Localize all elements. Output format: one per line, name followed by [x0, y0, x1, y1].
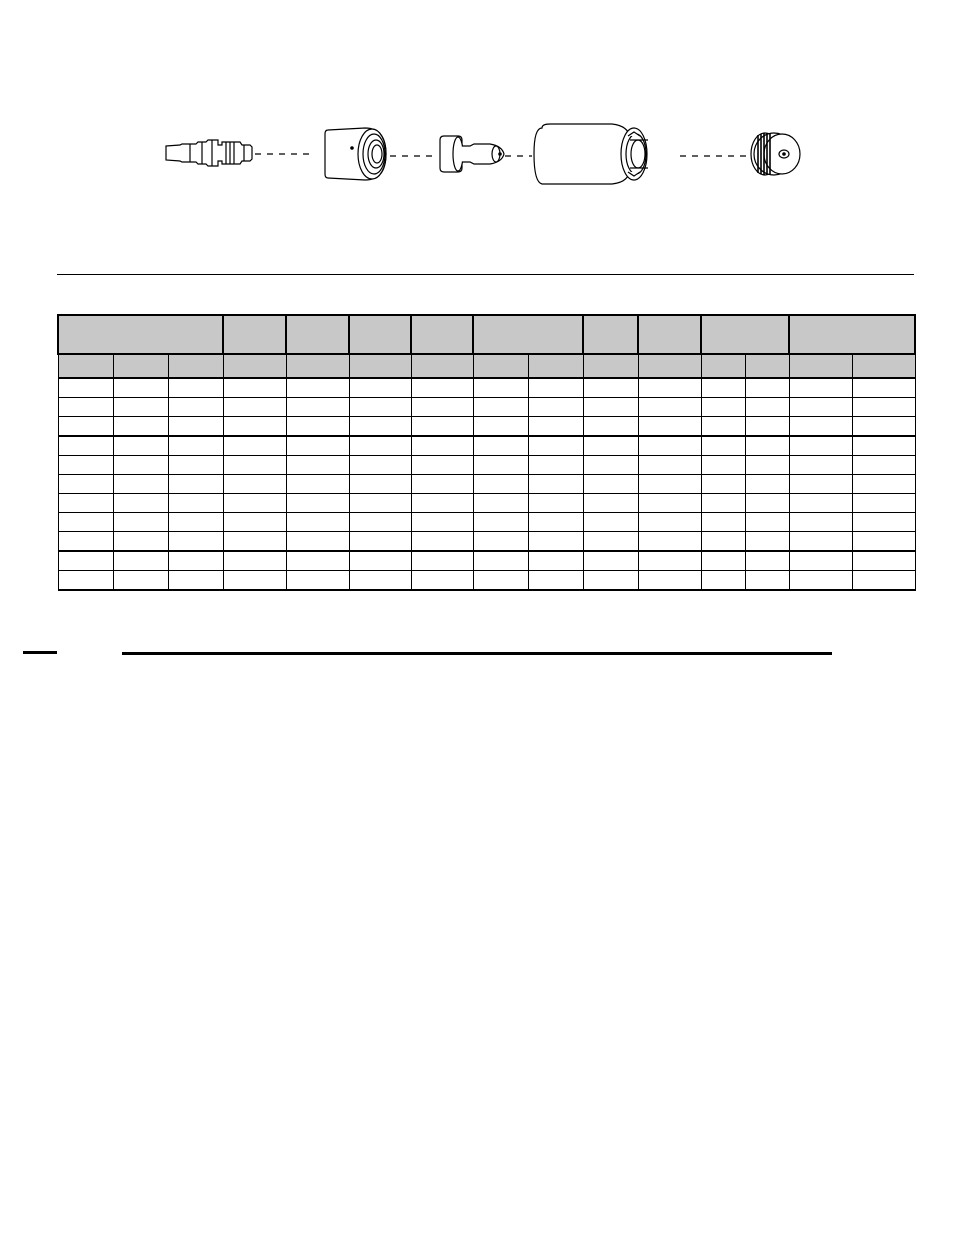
table-cell: [789, 436, 852, 456]
table-cell: [745, 571, 789, 591]
table-cell: [473, 532, 528, 552]
table-cell: [349, 494, 411, 513]
table-cell: [411, 532, 473, 552]
table-group-header: [58, 315, 915, 354]
table-cell: [223, 475, 286, 494]
table-cell: [583, 551, 638, 571]
table-cell: [701, 436, 745, 456]
table-cell: [528, 417, 583, 437]
table-cell: [473, 494, 528, 513]
table-cell: [701, 551, 745, 571]
group-header-cell: [583, 315, 638, 354]
table-cell: [789, 551, 852, 571]
table-row: [58, 456, 915, 475]
table-cell: [349, 456, 411, 475]
group-header-cell: [411, 315, 473, 354]
sub-header-cell: [852, 354, 915, 378]
group-header-cell: [349, 315, 411, 354]
table-cell: [58, 532, 113, 552]
sub-header-cell: [113, 354, 168, 378]
table-cell: [701, 513, 745, 532]
table-cell: [473, 475, 528, 494]
table-cell: [852, 513, 915, 532]
table-cell: [789, 378, 852, 398]
retaining-cap-icon: [534, 124, 648, 184]
table-cell: [286, 513, 349, 532]
table-cell: [745, 494, 789, 513]
table-row: [58, 532, 915, 552]
nozzle-icon: [440, 136, 504, 172]
group-header-cell: [286, 315, 349, 354]
table-cell: [638, 417, 701, 437]
table-cell: [168, 398, 223, 417]
electrode-icon: [166, 140, 252, 166]
table-cell: [583, 494, 638, 513]
sub-header-cell: [411, 354, 473, 378]
table-row: [58, 417, 915, 437]
table-cell: [58, 417, 113, 437]
table-cell: [789, 398, 852, 417]
table-cell: [745, 456, 789, 475]
table-cell: [113, 456, 168, 475]
table-row: [58, 398, 915, 417]
table-cell: [701, 475, 745, 494]
table-cell: [473, 513, 528, 532]
table-cell: [745, 398, 789, 417]
table-cell: [583, 378, 638, 398]
table-cell: [411, 456, 473, 475]
table-cell: [223, 436, 286, 456]
table-cell: [411, 571, 473, 591]
swirl-ring-icon: [325, 128, 386, 180]
table-cell: [638, 378, 701, 398]
table-cell: [411, 436, 473, 456]
sub-header-cell: [58, 354, 113, 378]
table-row: [58, 378, 915, 398]
table-cell: [528, 513, 583, 532]
table-cell: [528, 456, 583, 475]
table-cell: [286, 475, 349, 494]
sub-header-cell: [789, 354, 852, 378]
sub-header-cell: [168, 354, 223, 378]
table-cell: [411, 417, 473, 437]
sub-header-cell: [223, 354, 286, 378]
table-cell: [168, 494, 223, 513]
sub-header-cell: [286, 354, 349, 378]
table-cell: [528, 378, 583, 398]
table-cell: [528, 532, 583, 552]
table-cell: [58, 475, 113, 494]
table-row: [58, 551, 915, 571]
table-cell: [852, 475, 915, 494]
table-cell: [168, 571, 223, 591]
table-cell: [113, 513, 168, 532]
table-cell: [223, 513, 286, 532]
table-cell: [113, 571, 168, 591]
group-header-cell: [223, 315, 286, 354]
table-cell: [638, 513, 701, 532]
table-cell: [168, 436, 223, 456]
table-cell: [286, 378, 349, 398]
section-heading-number: [23, 651, 57, 654]
table-cell: [473, 417, 528, 437]
table-cell: [528, 571, 583, 591]
table-cell: [223, 571, 286, 591]
table-cell: [852, 436, 915, 456]
table-cell: [349, 436, 411, 456]
table-cell: [113, 551, 168, 571]
table-row: [58, 494, 915, 513]
table-cell: [583, 513, 638, 532]
sub-header-cell: [701, 354, 745, 378]
table-cell: [528, 494, 583, 513]
table-cell: [58, 398, 113, 417]
table-cell: [349, 398, 411, 417]
table-cell: [473, 571, 528, 591]
table-cell: [789, 571, 852, 591]
table-cell: [701, 532, 745, 552]
table-cell: [168, 475, 223, 494]
group-header-cell: [701, 315, 789, 354]
table-cell: [701, 378, 745, 398]
table-cell: [168, 532, 223, 552]
table-cell: [286, 456, 349, 475]
table-cell: [701, 398, 745, 417]
table-cell: [411, 398, 473, 417]
group-header-cell: [638, 315, 701, 354]
table-row: [58, 475, 915, 494]
table-cell: [223, 378, 286, 398]
table-cell: [638, 456, 701, 475]
table-row: [58, 436, 915, 456]
table-cell: [789, 532, 852, 552]
table-cell: [745, 378, 789, 398]
consumables-diagram: [160, 118, 810, 194]
table-cell: [349, 532, 411, 552]
table-cell: [286, 417, 349, 437]
table-cell: [583, 456, 638, 475]
table-cell: [473, 436, 528, 456]
table-cell: [113, 475, 168, 494]
table-cell: [473, 456, 528, 475]
table-cell: [583, 398, 638, 417]
table-cell: [852, 551, 915, 571]
table-cell: [58, 571, 113, 591]
group-header-cell: [473, 315, 583, 354]
table-cell: [286, 551, 349, 571]
table-cell: [638, 532, 701, 552]
table-cell: [223, 551, 286, 571]
table-cell: [583, 571, 638, 591]
table-row: [58, 513, 915, 532]
table-cell: [58, 456, 113, 475]
table-cell: [638, 436, 701, 456]
table-cell: [223, 417, 286, 437]
table-cell: [701, 494, 745, 513]
table-cell: [701, 456, 745, 475]
table-cell: [286, 494, 349, 513]
table-cell: [113, 398, 168, 417]
table-cell: [789, 417, 852, 437]
table-cell: [852, 417, 915, 437]
table-cell: [168, 378, 223, 398]
table-cell: [852, 532, 915, 552]
table-cell: [168, 513, 223, 532]
section-heading-rule: [122, 652, 832, 655]
table-cell: [789, 494, 852, 513]
section-rule: [57, 274, 914, 275]
table-cell: [168, 551, 223, 571]
table-cell: [852, 456, 915, 475]
sub-header-cell: [583, 354, 638, 378]
group-header-cell: [58, 315, 223, 354]
table-cell: [223, 494, 286, 513]
table-cell: [473, 378, 528, 398]
table-cell: [411, 378, 473, 398]
table-cell: [58, 378, 113, 398]
table-cell: [58, 494, 113, 513]
table-cell: [528, 475, 583, 494]
sub-header-cell: [349, 354, 411, 378]
sub-header-cell: [638, 354, 701, 378]
table-cell: [113, 378, 168, 398]
table-cell: [745, 436, 789, 456]
table-cell: [349, 378, 411, 398]
table-cell: [286, 571, 349, 591]
table-cell: [638, 571, 701, 591]
table-cell: [528, 398, 583, 417]
table-cell: [745, 513, 789, 532]
table-cell: [286, 532, 349, 552]
table-cell: [349, 571, 411, 591]
table-cell: [411, 475, 473, 494]
sub-header-cell: [745, 354, 789, 378]
table-cell: [638, 398, 701, 417]
table-cell: [852, 398, 915, 417]
table-cell: [349, 417, 411, 437]
table-cell: [638, 551, 701, 571]
table-body: [58, 378, 915, 590]
table-cell: [583, 475, 638, 494]
table-cell: [745, 532, 789, 552]
table-cell: [58, 513, 113, 532]
table-cell: [113, 494, 168, 513]
table-cell: [583, 532, 638, 552]
table-cell: [701, 571, 745, 591]
table-cell: [411, 494, 473, 513]
table-cell: [349, 551, 411, 571]
table-cell: [701, 417, 745, 437]
table-cell: [528, 551, 583, 571]
table-cell: [745, 475, 789, 494]
table-cell: [58, 436, 113, 456]
sub-header-cell: [528, 354, 583, 378]
table-cell: [745, 551, 789, 571]
table-cell: [852, 378, 915, 398]
table-cell: [638, 475, 701, 494]
table-cell: [789, 513, 852, 532]
table-cell: [528, 436, 583, 456]
table-cell: [745, 417, 789, 437]
table-cell: [789, 456, 852, 475]
table-cell: [223, 456, 286, 475]
table-cell: [583, 417, 638, 437]
table-cell: [113, 436, 168, 456]
table-cell: [852, 494, 915, 513]
table-cell: [473, 398, 528, 417]
table-cell: [286, 398, 349, 417]
table-cell: [411, 513, 473, 532]
table-cell: [411, 551, 473, 571]
table-cell: [168, 417, 223, 437]
table-cell: [473, 551, 528, 571]
table-cell: [113, 532, 168, 552]
sub-header-cell: [473, 354, 528, 378]
table-cell: [349, 513, 411, 532]
table-cell: [223, 398, 286, 417]
table-cell: [583, 436, 638, 456]
cut-chart-table: [57, 314, 916, 591]
table-cell: [286, 436, 349, 456]
table-cell: [349, 475, 411, 494]
table-row: [58, 571, 915, 591]
table-cell: [852, 571, 915, 591]
table-cell: [789, 475, 852, 494]
table-sub-header: [58, 354, 915, 378]
table-cell: [223, 532, 286, 552]
table-cell: [113, 417, 168, 437]
table-cell: [168, 456, 223, 475]
table-cell: [58, 551, 113, 571]
table-cell: [638, 494, 701, 513]
group-header-cell: [789, 315, 915, 354]
